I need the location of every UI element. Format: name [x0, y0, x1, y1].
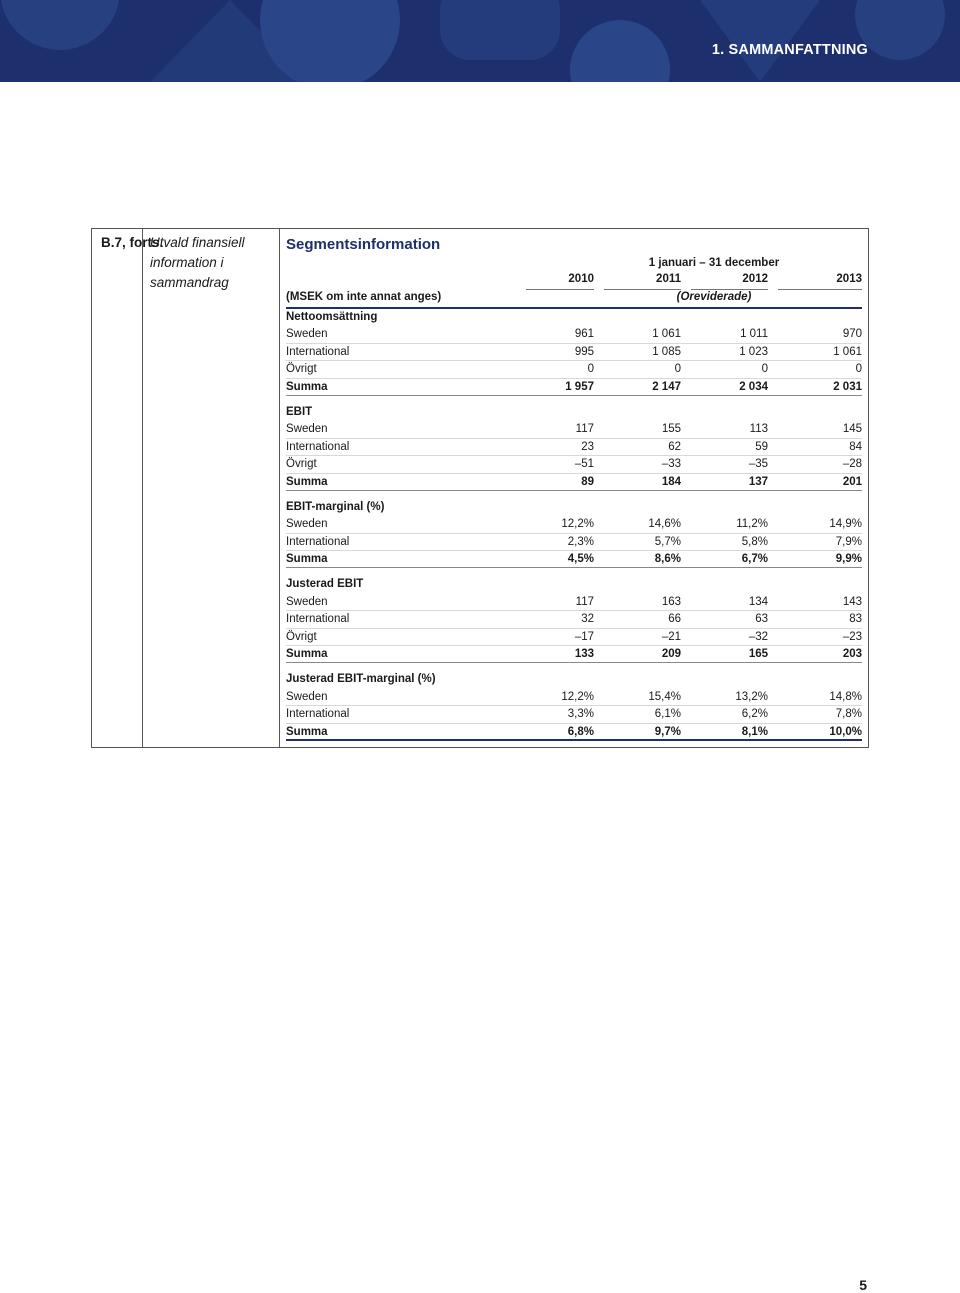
- value-cell: 1 011: [740, 328, 768, 341]
- value-cell: –17: [574, 630, 594, 643]
- row-label: Sweden: [286, 423, 328, 436]
- unit-label: (MSEK om inte annat anges): [286, 291, 442, 303]
- value-cell: 970: [842, 328, 862, 341]
- row-label: Sweden: [286, 518, 328, 531]
- table-row: [286, 456, 862, 473]
- section-heading-label: Nettoomsättning: [286, 311, 378, 323]
- value-cell: 7,8%: [835, 708, 862, 721]
- year-header: 2013: [778, 273, 862, 290]
- value-cell: 12,2%: [561, 518, 594, 531]
- section-spacer: [286, 568, 862, 576]
- value-cell: 209: [661, 648, 681, 661]
- value-cell: 14,9%: [829, 518, 862, 531]
- value-cell: 0: [587, 363, 594, 376]
- value-cell: 15,4%: [648, 690, 681, 703]
- value-cell: 14,8%: [829, 690, 862, 703]
- value-cell: 113: [749, 423, 768, 436]
- year-header: 2012: [691, 273, 768, 290]
- value-cell: 66: [668, 613, 681, 626]
- value-cell: 5,8%: [741, 535, 768, 548]
- value-cell: –51: [574, 458, 594, 471]
- value-cell: 1 023: [739, 345, 768, 358]
- value-cell: 145: [842, 423, 862, 436]
- table-row: [286, 706, 862, 723]
- period-label: 1 januari – 31 december: [648, 257, 780, 269]
- table-row: [286, 629, 862, 646]
- value-cell: 961: [574, 328, 594, 341]
- section-heading-label: EBIT: [286, 405, 313, 418]
- section-heading: [286, 576, 862, 593]
- value-cell: 11,2%: [736, 518, 768, 531]
- value-cell: 7,9%: [835, 535, 862, 548]
- table-row: [286, 361, 862, 378]
- section-heading: [286, 309, 862, 326]
- value-cell: 10,0%: [829, 725, 862, 738]
- value-cell: 63: [755, 613, 768, 626]
- section-spacer: [286, 663, 862, 671]
- row-label: Sweden: [286, 328, 328, 341]
- value-cell: 165: [748, 648, 768, 661]
- value-cell: 2 031: [833, 380, 862, 393]
- value-cell: 62: [668, 440, 681, 453]
- table-title: Segmentsinformation: [286, 236, 441, 253]
- value-cell: 184: [661, 475, 681, 488]
- value-cell: 32: [581, 613, 594, 626]
- value-cell: 2,3%: [567, 535, 594, 548]
- value-cell: –23: [842, 630, 862, 643]
- value-cell: 14,6%: [648, 518, 681, 531]
- value-cell: 143: [842, 595, 862, 608]
- revised-note: (Oreviderade): [676, 291, 752, 303]
- table-row: [286, 474, 862, 491]
- year-header: 2011: [604, 273, 681, 290]
- column-divider: [142, 229, 143, 747]
- row-label: Summa: [286, 380, 328, 393]
- table-row: [286, 689, 862, 706]
- value-cell: 84: [849, 440, 862, 453]
- element-code: B.7, forts.: [101, 235, 164, 250]
- value-cell: 1 061: [833, 345, 862, 358]
- value-cell: 995: [574, 345, 594, 358]
- value-cell: 59: [755, 440, 768, 453]
- table-row: [286, 646, 862, 663]
- value-cell: 5,7%: [654, 535, 681, 548]
- value-cell: 203: [842, 648, 862, 661]
- value-cell: 1 085: [652, 345, 681, 358]
- table-row: [286, 516, 862, 533]
- table-row: [286, 439, 862, 456]
- value-cell: 6,1%: [654, 708, 681, 721]
- value-cell: –32: [748, 630, 768, 643]
- value-cell: 1 061: [652, 328, 681, 341]
- value-cell: 8,1%: [741, 725, 768, 738]
- section-heading-label: Justerad EBIT: [286, 578, 364, 591]
- value-cell: 9,7%: [654, 725, 681, 738]
- value-cell: 3,3%: [567, 708, 594, 721]
- table-row: [286, 379, 862, 396]
- row-label: Sweden: [286, 595, 328, 608]
- table-row: [286, 344, 862, 361]
- table-row: [286, 611, 862, 628]
- table-row: [286, 421, 862, 438]
- value-cell: 6,8%: [567, 725, 594, 738]
- value-cell: 0: [674, 363, 681, 376]
- value-cell: 9,9%: [835, 553, 862, 566]
- section-spacer: [286, 491, 862, 499]
- row-label: Övrigt: [286, 630, 317, 643]
- header-banner: [0, 0, 960, 82]
- section-heading: [286, 671, 862, 688]
- section-heading: [286, 404, 862, 421]
- value-cell: –33: [661, 458, 681, 471]
- value-cell: 4,5%: [567, 553, 594, 566]
- value-cell: 12,2%: [561, 690, 594, 703]
- value-cell: 134: [748, 595, 768, 608]
- value-cell: 163: [661, 595, 681, 608]
- value-cell: 0: [855, 363, 862, 376]
- value-cell: 6,2%: [741, 708, 768, 721]
- value-cell: 8,6%: [654, 553, 681, 566]
- table-row: [286, 534, 862, 551]
- table-row: [286, 326, 862, 343]
- section-title: 1. SAMMANFATTNING: [711, 42, 868, 58]
- section-heading: [286, 499, 862, 516]
- value-cell: 2 034: [739, 380, 768, 393]
- summary-table-frame: [91, 228, 869, 748]
- value-cell: 6,7%: [741, 553, 768, 566]
- row-label: International: [286, 345, 350, 358]
- row-label: International: [286, 708, 350, 721]
- value-cell: 13,2%: [735, 690, 768, 703]
- value-cell: 155: [661, 423, 681, 436]
- row-label: Övrigt: [286, 363, 317, 376]
- row-label: International: [286, 613, 350, 626]
- table-row: [286, 724, 862, 741]
- column-divider: [279, 229, 280, 747]
- value-cell: –21: [661, 630, 681, 643]
- value-cell: –35: [748, 458, 768, 471]
- value-cell: 133: [574, 648, 594, 661]
- value-cell: 137: [748, 475, 768, 488]
- section-spacer: [286, 396, 862, 404]
- value-cell: 1 957: [565, 380, 594, 393]
- section-heading-label: Justerad EBIT-marginal (%): [286, 673, 436, 686]
- row-label: Summa: [286, 475, 328, 488]
- value-cell: 201: [842, 475, 862, 488]
- value-cell: 2 147: [652, 380, 681, 393]
- value-cell: 117: [575, 423, 594, 436]
- value-cell: –28: [842, 458, 862, 471]
- table-row: [286, 551, 862, 568]
- value-cell: 23: [581, 440, 594, 453]
- row-label: Sweden: [286, 690, 328, 703]
- year-header: 2010: [526, 273, 594, 290]
- row-label: International: [286, 535, 350, 548]
- table-body: [286, 309, 862, 741]
- value-cell: 89: [581, 475, 594, 488]
- table-row: [286, 594, 862, 611]
- row-label: International: [286, 440, 350, 453]
- row-label: Summa: [286, 648, 328, 661]
- row-label: Summa: [286, 725, 328, 738]
- section-heading-label: EBIT-marginal (%): [286, 500, 385, 513]
- row-label: Summa: [286, 553, 328, 566]
- row-label: Övrigt: [286, 458, 317, 471]
- element-heading: Utvald finansiell information i sammandrag: [150, 235, 245, 290]
- banner-decoration: [0, 0, 960, 82]
- page-number: 5: [859, 1277, 867, 1293]
- value-cell: 117: [575, 595, 594, 608]
- value-cell: 0: [761, 363, 768, 376]
- value-cell: 83: [849, 613, 862, 626]
